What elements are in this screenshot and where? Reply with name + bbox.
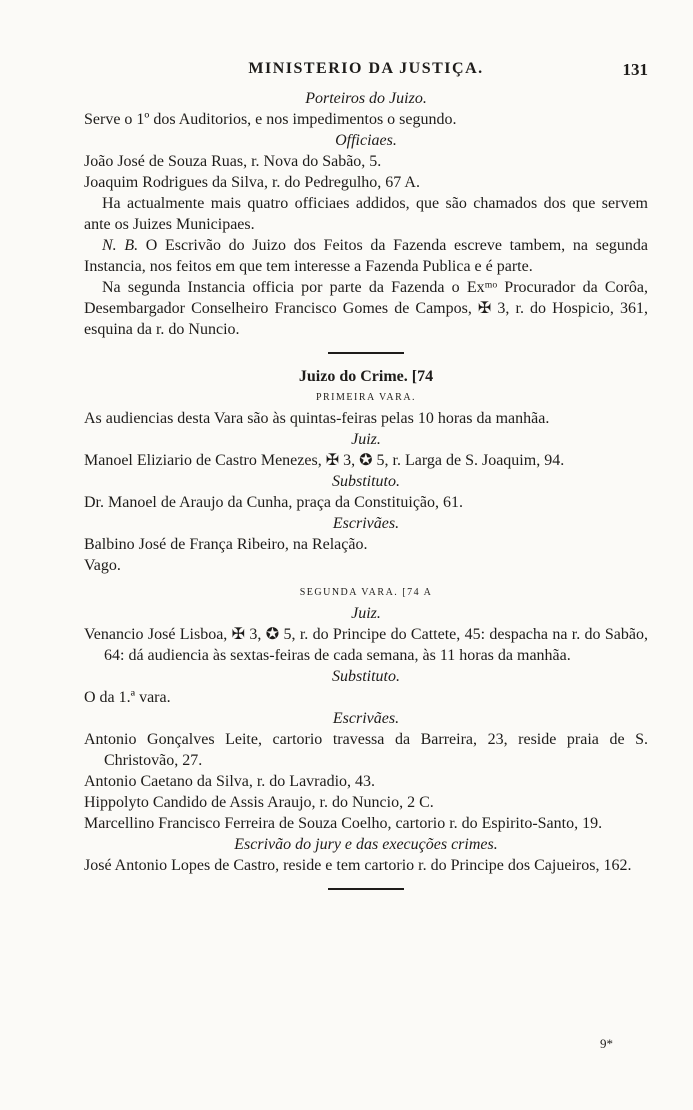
primeira-juiz: Manoel Eliziario de Castro Menezes, ✠ 3, ✪ 5, r. Larga de S. Joaquim, 94.	[84, 452, 565, 469]
procurador-text: Na segunda Instancia officia por parte da Fazenda o Exᵐᵒ Procurador da Corôa, Desembargador Conselheiro Francisco Gomes de Campos, ✠ 3, r. do Hospicio, 361, esquina da r. do Nuncio.	[84, 279, 648, 338]
page-header	[84, 60, 648, 88]
segunda-escrivao-2: Antonio Caetano da Silva, r. do Lavradio, 43.	[84, 773, 376, 790]
primeira-escrivaes-label: Escrivães.	[332, 515, 400, 532]
page-title: MINISTERIO DA JUSTIÇA.	[248, 60, 484, 77]
crime-heading: Juizo do Crime. [74	[298, 368, 434, 385]
segunda-substituto-label: Substituto.	[331, 668, 400, 685]
officiaes-line-1: João José de Souza Ruas, r. Nova do Sabão, 5.	[84, 153, 382, 170]
primeira-escrivao-1: Balbino José de França Ribeiro, na Relação.	[84, 536, 368, 553]
officiaes-heading: Officiaes.	[335, 132, 397, 149]
officiaes-line-2: Joaquim Rodrigues da Silva, r. do Pedregulho, 67 A.	[84, 174, 420, 191]
segunda-escrivao-1: Antonio Gonçalves Leite, cartorio travessa da Barreira, 23, reside praia de S. Christovão, 27.	[84, 731, 648, 769]
primeira-vara-heading: PRIMEIRA VARA.	[315, 392, 417, 403]
segunda-escrivao-3: Hippolyto Candido de Assis Araujo, r. do Nuncio, 2 C.	[84, 794, 434, 811]
officiaes-note: Ha actualmente mais quatro officiaes addidos, que são chamados dos que servem ante os Juizes Municipaes.	[84, 195, 648, 233]
jury-escrivao: José Antonio Lopes de Castro, reside e tem cartorio r. do Principe dos Cajueiros, 162.	[84, 857, 632, 874]
document-page	[84, 60, 648, 890]
primeira-substituto: Dr. Manoel de Araujo da Cunha, praça da Constituição, 61.	[84, 494, 464, 511]
segunda-juiz-label: Juiz.	[351, 605, 381, 622]
segunda-escrivao-4: Marcellino Francisco Ferreira de Souza Coelho, cartorio r. do Espirito-Santo, 19.	[84, 815, 603, 832]
nota-bene-label: N. B.	[102, 237, 139, 254]
bottom-divider	[328, 888, 404, 890]
primeira-escrivao-2: Vago.	[84, 557, 121, 574]
page-number: 131	[622, 60, 648, 79]
primeira-substituto-label: Substituto.	[331, 473, 400, 490]
nota-bene-text: O Escrivão do Juizo dos Feitos da Fazenda escreve tambem, na segunda Instancia, nos feitos em que tem interesse a Fazenda Publica e é parte.	[84, 237, 649, 275]
segunda-escrivaes-label: Escrivães.	[332, 710, 400, 727]
porteiros-text: Serve o 1º dos Auditorios, e nos impedimentos o segundo.	[84, 111, 457, 128]
segunda-juiz: Venancio José Lisboa, ✠ 3, ✪ 5, r. do Principe do Cattete, 45: despacha na r. do Sabão, 64: dá audiencia às sextas-feiras de cada semana, às 11 horas da manhãa.	[84, 626, 648, 664]
signature-mark: 9*	[600, 1036, 613, 1051]
segunda-substituto: O da 1.ª vara.	[84, 689, 171, 706]
nota-bene	[84, 235, 648, 277]
primeira-audiencias: As audiencias desta Vara são às quintas-feiras pelas 10 horas da manhãa.	[84, 410, 550, 427]
segunda-vara-heading: SEGUNDA VARA. [74 A	[299, 587, 433, 598]
porteiros-heading: Porteiros do Juizo.	[305, 90, 427, 107]
jury-label: Escrivão do jury e das execuções crimes.	[234, 836, 498, 853]
primeira-juiz-label: Juiz.	[351, 431, 381, 448]
